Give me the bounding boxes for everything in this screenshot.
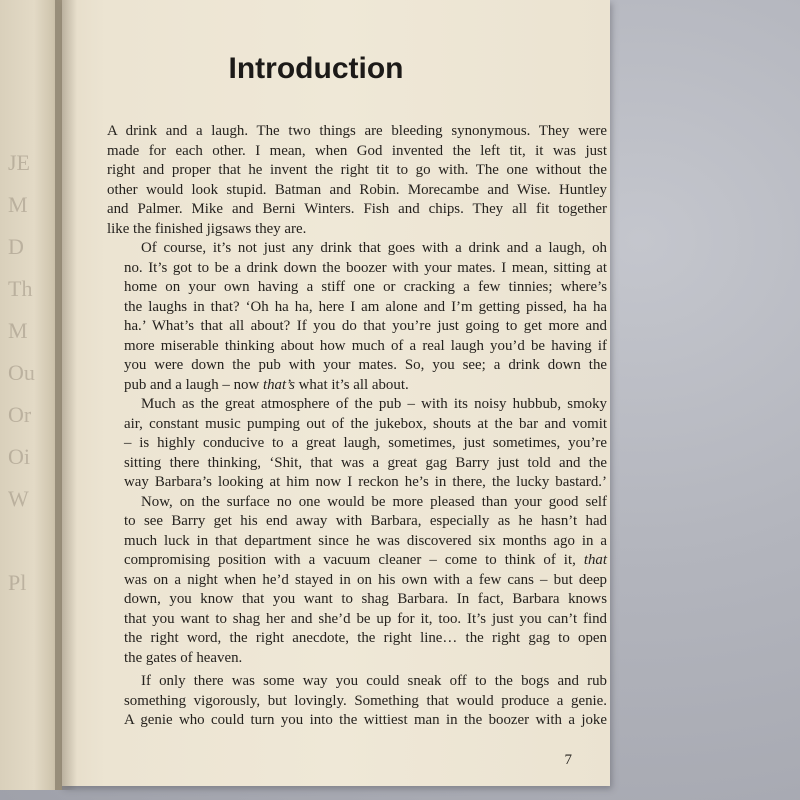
text-line: made for each other. I mean, when God invented the left tit, it was just xyxy=(107,142,607,159)
text-line: more miserable thinking about how much of a real laugh you’d be having if xyxy=(124,337,607,354)
text-line: ha.’ What’s that all about? If you do that you’re just going to get more and xyxy=(124,318,607,334)
paragraph-3 xyxy=(107,395,607,493)
text-fragment: what it’s all about. xyxy=(294,376,409,393)
text-line: and Palmer. Mike and Berni Winters. Fish and chips. They all fit together xyxy=(107,201,607,217)
text-line: right and proper that he invent the right tit to go with. The one without the xyxy=(107,162,607,178)
text-line: A genie who could turn you into the wittiest man in the boozer with a joke xyxy=(124,712,607,728)
text-line: no. It’s got to be a drink down the boozer with your mates. I mean, sitting at xyxy=(124,259,607,276)
ghost-text: W xyxy=(8,486,29,511)
ghost-text: M xyxy=(8,192,28,217)
text-line: much luck in that department since he was discovered six months ago in a xyxy=(124,532,607,549)
text-line: Much as the great atmosphere of the pub – with its noisy hubbub, smoky xyxy=(141,396,607,412)
text-line: the gates of heaven. xyxy=(124,649,243,666)
text-line: Of course, it’s not just any drink that goes with a drink and a laugh, oh xyxy=(141,240,607,256)
text-line: to see Barry get his end away with Barbara, especially as he hasn’t had xyxy=(124,513,607,529)
text-line: home on your own having a stiff one or cracking a few tinnies; where’s xyxy=(124,279,607,295)
facing-page xyxy=(0,0,62,790)
text-line: way Barbara’s looking at him now I reckon he’s in there, the lucky bastard.’ xyxy=(124,474,607,490)
emphasis-text: that’s xyxy=(262,376,295,393)
text-line xyxy=(107,376,607,396)
paragraph-5 xyxy=(107,672,607,731)
text-fragment: pub and a laugh – now xyxy=(124,376,263,393)
text-line: down, you know that you want to shag Barbara. In fact, Barbara knows xyxy=(124,591,607,607)
text-line: Now, on the surface no one would be more pleased than your good self xyxy=(141,493,607,510)
ghost-text: D xyxy=(8,234,24,259)
page-title: Introduction xyxy=(228,52,404,85)
ghost-text: Or xyxy=(8,402,32,427)
paragraph-1 xyxy=(107,122,607,239)
text-line: If only there was some way you could sneak off to the bogs and rub xyxy=(141,673,607,689)
ghost-text: JE xyxy=(8,150,30,175)
ghost-text: Pl xyxy=(8,570,27,595)
ghost-text: Oi xyxy=(8,444,30,469)
text-line: something vigorously, but lovingly. Something that would produce a genie. xyxy=(124,692,607,709)
text-line: you were down the pub with your mates. So, you see; a drink down the xyxy=(124,357,607,373)
text-fragment: compromising position with a vacuum cleaner – come to think of it, xyxy=(124,552,584,568)
ghost-text: M xyxy=(8,318,28,343)
book-page xyxy=(62,0,610,786)
ghost-text: Th xyxy=(8,276,33,301)
body-text xyxy=(107,122,607,731)
text-line: A drink and a laugh. The two things are bleeding synonymous. They were xyxy=(107,123,607,139)
text-line: the laughs in that? ‘Oh ha ha, here I am alone and I’m getting pissed, ha ha xyxy=(124,298,607,315)
emphasis-text: that xyxy=(583,552,607,568)
paragraph-2 xyxy=(107,239,607,395)
text-line: the right word, the right anecdote, the right line… the right gag to open xyxy=(124,630,607,646)
text-line: was on a night when he’d stayed in on his own with a few cans – but deep xyxy=(124,571,607,588)
text-line: – is highly conducive to a great laugh, sometimes, just sometimes, you’re xyxy=(124,435,607,451)
text-line: sitting there thinking, ‘Shit, that was a great gag Barry just told and the xyxy=(124,454,607,471)
paragraph-4 xyxy=(107,493,607,669)
page-number: 7 xyxy=(564,752,572,768)
text-line: air, constant music pumping out of the jukebox, shouts at the bar and vomit xyxy=(124,415,607,432)
ghost-text: Ou xyxy=(8,360,35,385)
text-line: like the finished jigsaws they are. xyxy=(107,220,307,237)
spine-shadow xyxy=(55,0,77,790)
text-line: other would look stupid. Batman and Robin. Morecambe and Wise. Huntley xyxy=(107,181,607,198)
text-line: that you want to shag her and she’d be up for it, too. It’s just you can’t find xyxy=(124,610,607,627)
text-line xyxy=(107,551,607,571)
